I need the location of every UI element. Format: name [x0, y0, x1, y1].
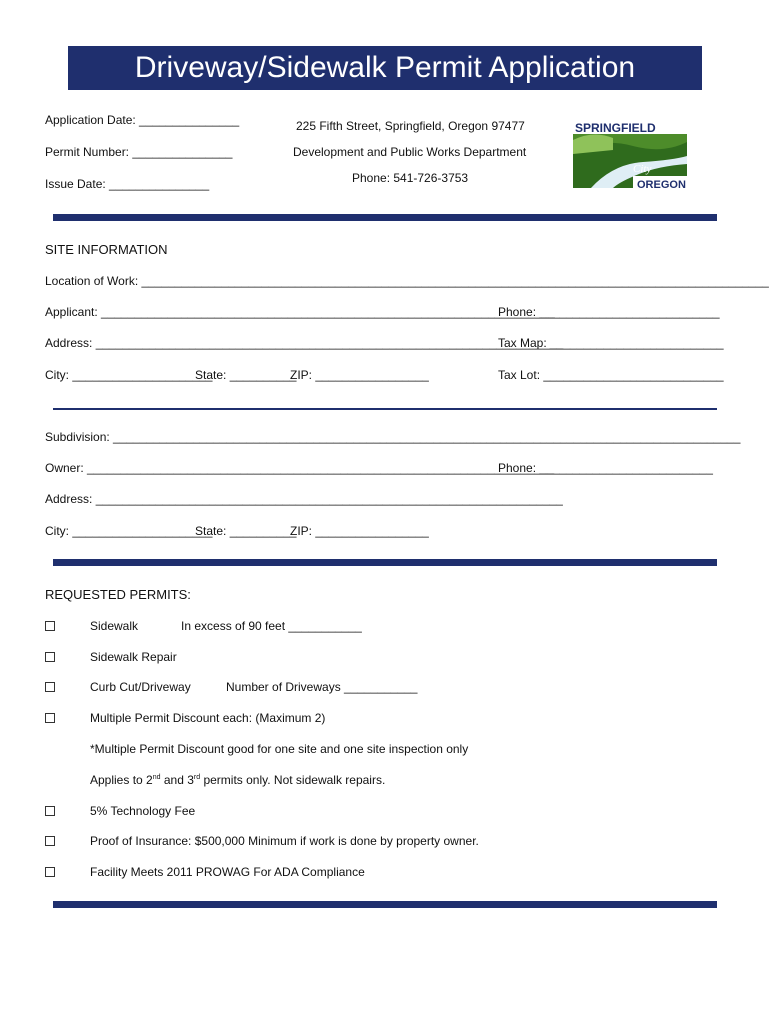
section-divider-bottom [53, 901, 717, 908]
curb-cut-label: Curb Cut/Driveway [90, 680, 191, 694]
sidewalk-length-field[interactable]: In excess of 90 feet ___________ [181, 619, 362, 633]
applicant-city-field[interactable]: City: _____________________ [45, 368, 213, 382]
springfield-logo [573, 120, 691, 192]
curb-cut-checkbox[interactable] [45, 682, 55, 692]
page-title: Driveway/Sidewalk Permit Application [68, 46, 702, 90]
applicant-zip-field[interactable]: ZIP: _________________ [290, 368, 429, 382]
applicant-state-field[interactable]: State: __________ [195, 368, 297, 382]
applicant-field[interactable]: Applicant: ____________________________________________________________________ [45, 305, 555, 319]
sidewalk-checkbox[interactable] [45, 621, 55, 631]
technology-fee-label: 5% Technology Fee [90, 804, 196, 818]
subdivision-field[interactable]: Subdivision: ______________________________________________________________________________________________ [45, 430, 741, 444]
sidewalk-label: Sidewalk [90, 619, 139, 633]
applicant-address-field[interactable]: Address: ______________________________________________________________________ [45, 336, 563, 350]
office-phone: Phone: 541-726-3753 [352, 171, 469, 185]
owner-zip-field[interactable]: ZIP: _________________ [290, 524, 429, 538]
location-of-work-field[interactable]: Location of Work: ______________________________________________________________________________________________ [45, 274, 769, 288]
ada-compliance-checkbox[interactable] [45, 867, 55, 877]
multiple-permit-note: *Multiple Permit Discount good for one site and one site inspection only [90, 742, 469, 756]
owner-field[interactable]: Owner: ______________________________________________________________________ [45, 461, 555, 475]
office-address: 225 Fifth Street, Springfield, Oregon 97477 [296, 119, 525, 133]
site-information-heading: SITE INFORMATION [45, 242, 168, 257]
section-divider-middle [53, 559, 717, 566]
issue-date-field[interactable]: Issue Date: _______________ [45, 177, 210, 191]
sidewalk-repair-label: Sidewalk Repair [90, 650, 177, 664]
multiple-permit-label: Multiple Permit Discount each: (Maximum 2) [90, 711, 326, 725]
logo-bottom-text: OREGON [637, 179, 686, 191]
requested-permits-heading: REQUESTED PERMITS: [45, 587, 191, 602]
owner-state-field[interactable]: State: __________ [195, 524, 297, 538]
insurance-label: Proof of Insurance: $500,000 Minimum if work is done by property owner. [90, 834, 479, 848]
logo-script-text: City [633, 163, 652, 175]
tax-lot-field[interactable]: Tax Lot: ___________________________ [498, 368, 724, 382]
department-name: Development and Public Works Department [293, 145, 527, 159]
owner-city-field[interactable]: City: _____________________ [45, 524, 213, 538]
insurance-checkbox[interactable] [45, 836, 55, 846]
number-of-driveways-field[interactable]: Number of Driveways ___________ [226, 680, 418, 694]
permit-number-field[interactable]: Permit Number: _______________ [45, 145, 233, 159]
owner-address-field[interactable]: Address: ______________________________________________________________________ [45, 492, 563, 506]
multiple-permit-checkbox[interactable] [45, 713, 55, 723]
sidewalk-repair-checkbox[interactable] [45, 652, 55, 662]
technology-fee-checkbox[interactable] [45, 806, 55, 816]
application-date-field[interactable]: Application Date: _______________ [45, 113, 240, 127]
section-divider-top [53, 214, 717, 221]
owner-phone-field[interactable]: Phone: __________________________ [498, 461, 713, 475]
applicant-phone-field[interactable]: Phone: ___________________________ [498, 305, 720, 319]
tax-map-field[interactable]: Tax Map: __________________________ [498, 336, 724, 350]
ada-compliance-label: Facility Meets 2011 PROWAG For ADA Compliance [90, 865, 365, 879]
logo-top-text: SPRINGFIELD [575, 121, 656, 135]
section-divider-thin [53, 408, 717, 410]
applies-note: Applies to 2nd and 3rd permits only. Not sidewalk repairs. [90, 773, 386, 787]
